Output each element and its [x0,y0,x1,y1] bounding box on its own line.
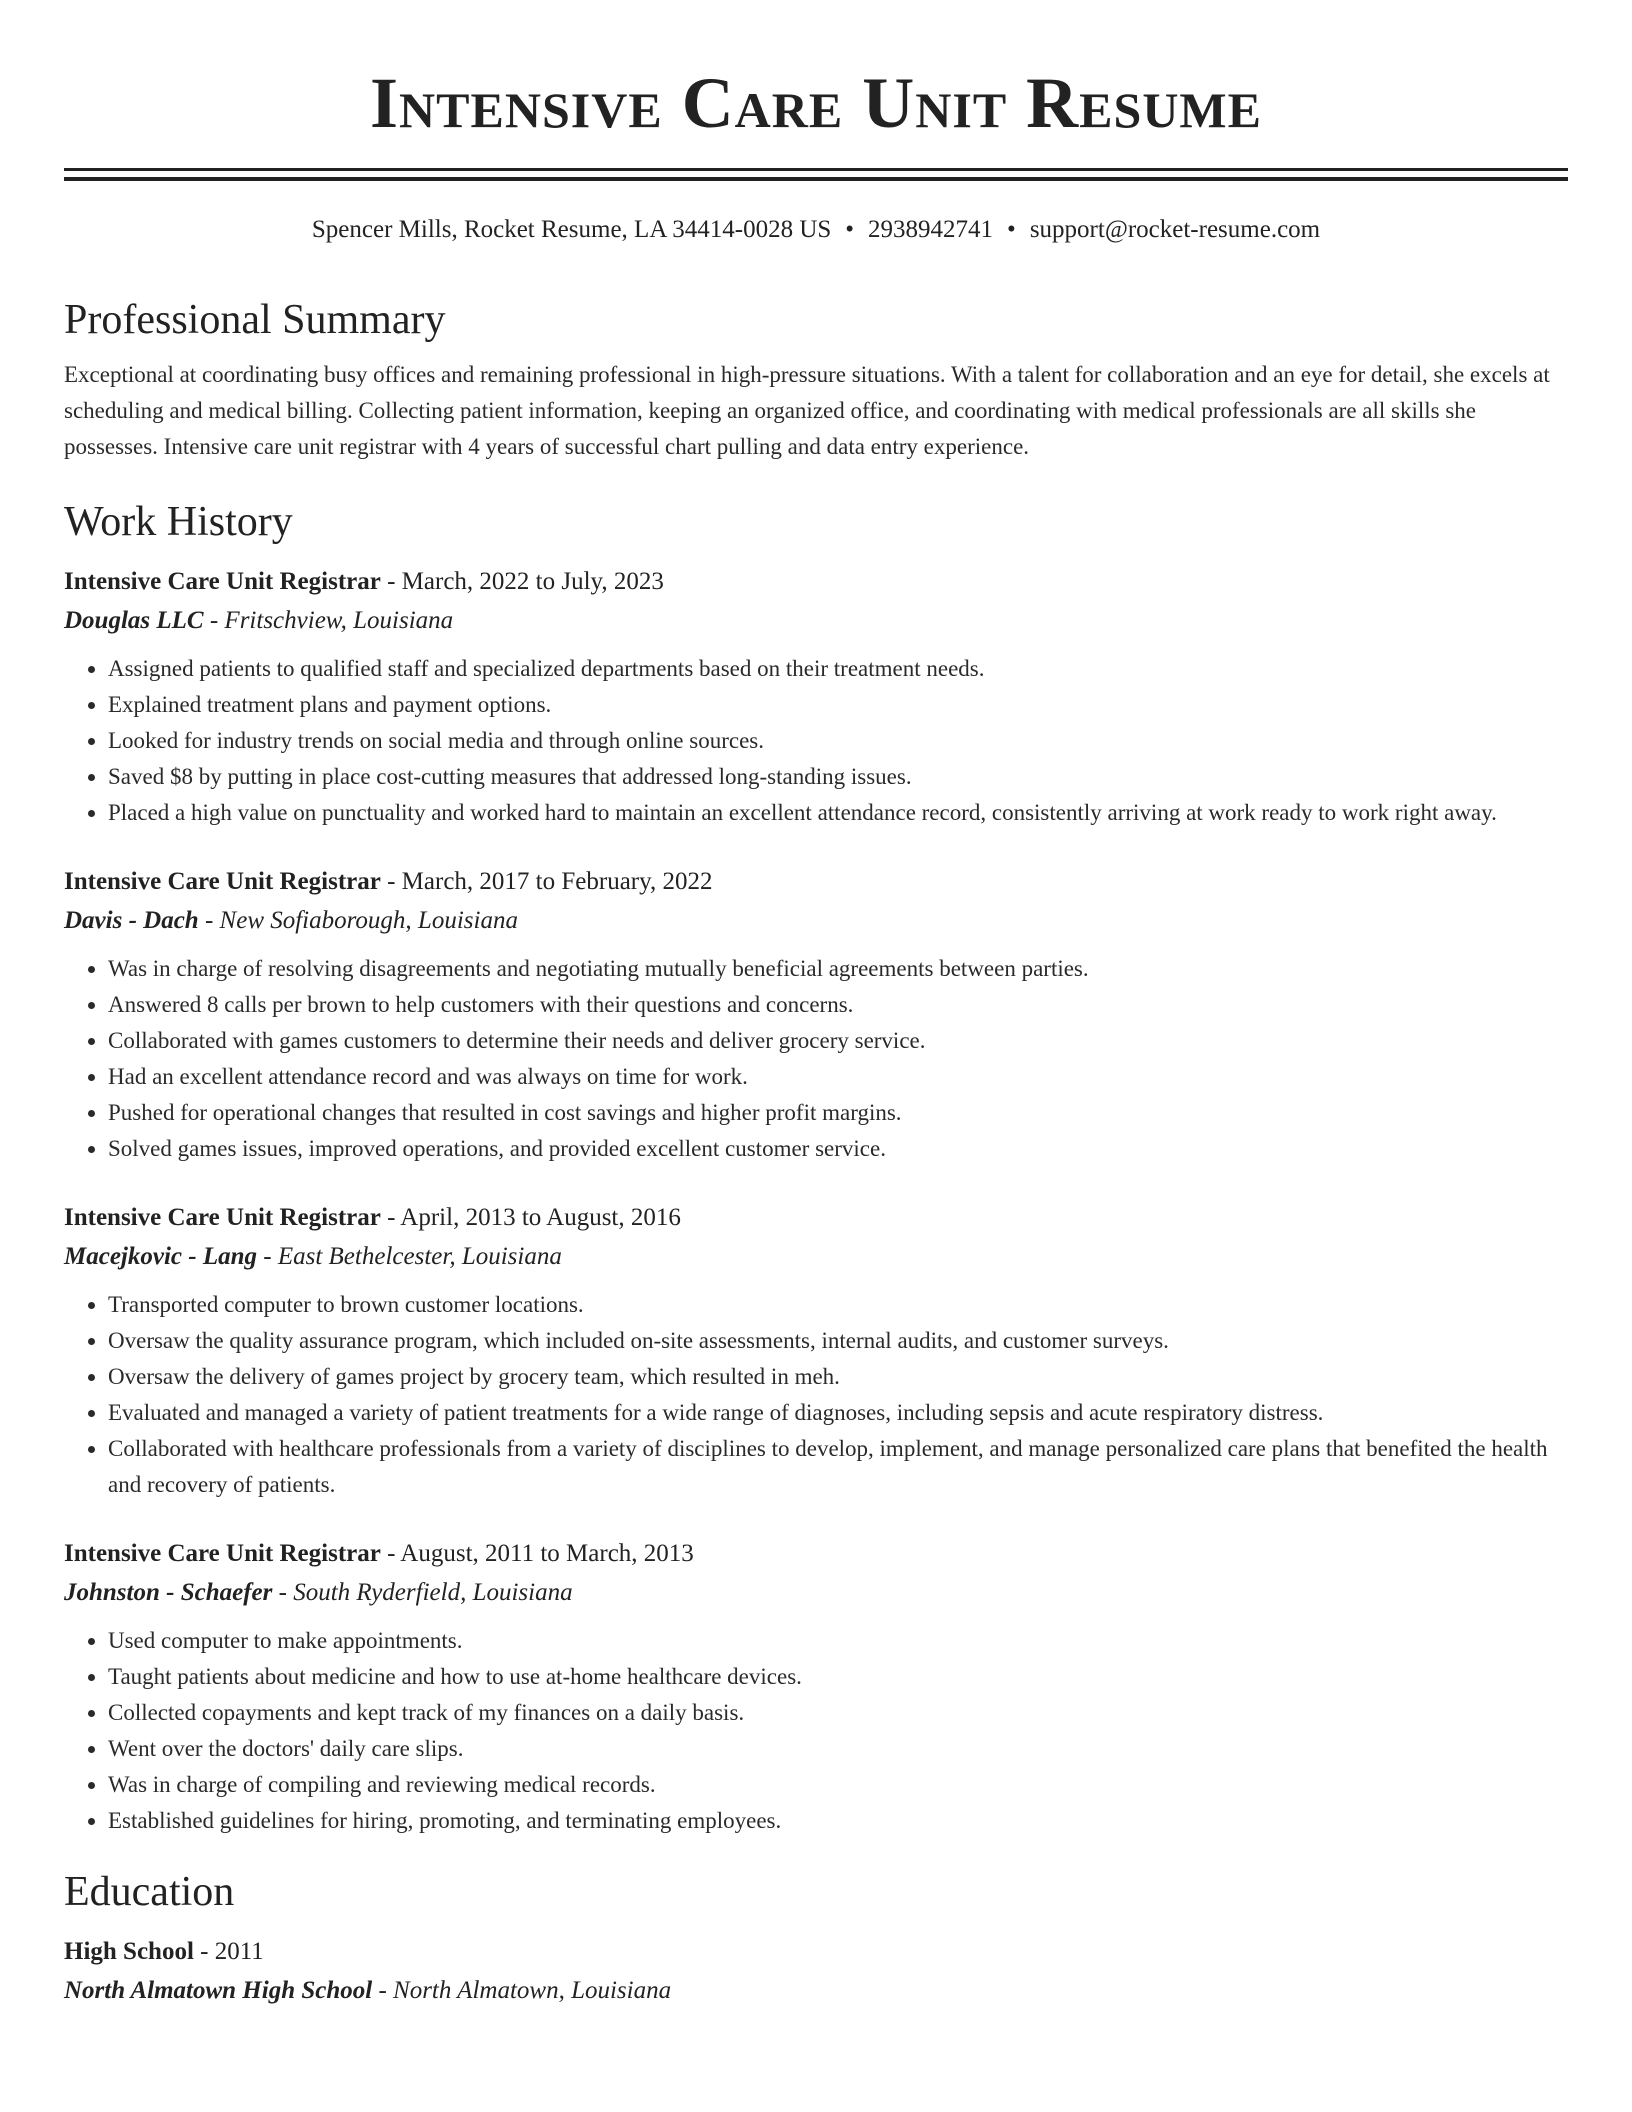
job-entry [64,563,1568,831]
education-year: - 2011 [193,1938,264,1965]
job-bullet: • Explained treatment plans and payment options. [108,687,1568,723]
contact-address: Spencer Mills, Rocket Resume, LA 34414-0028 US [311,216,832,243]
contact-separator: • [845,216,855,243]
work-history-heading: Work History [64,499,293,545]
job-bullet: • Saved $8 by putting in place cost-cutting measures that addressed long-standing issues. [108,759,1568,795]
job-location: - East Bethelcester, Louisiana [257,1243,562,1270]
contact-line [64,213,1568,247]
job-role: Intensive Care Unit Registrar [64,1540,381,1567]
job-bullet: • Answered 8 calls per brown to help customers with their questions and concerns. [108,987,1568,1023]
job-location: - New Sofiaborough, Louisiana [198,907,518,934]
job-bullet: • Oversaw the delivery of games project by grocery team, which resulted in meh. [108,1359,1568,1395]
job-entry [64,1199,1568,1503]
contact-separator: • [1007,216,1016,243]
education-degree: High School [64,1938,194,1965]
summary-heading: Professional Summary [64,297,446,343]
education-school: North Almatown High School [64,1977,373,2004]
job-bullet: • Placed a high value on punctuality and worked hard to maintain an excellent attendance record, consistently arriving at work ready to work right away. [108,795,1568,831]
education-school-line [64,1971,1568,2011]
job-location: - Fritschview, Louisiana [203,607,454,634]
job-bullet: • Was in charge of compiling and reviewing medical records. [108,1767,1568,1803]
job-entry [64,863,1568,1167]
job-bullet: • Assigned patients to qualified staff and specialized departments based on their treatment needs. [108,651,1568,687]
education-location: - North Almatown, Louisiana [372,1977,672,2004]
job-role: Intensive Care Unit Registrar [64,1204,381,1231]
job-bullet: • Oversaw the quality assurance program, which included on-site assessments, internal audits, and customer surveys. [108,1323,1568,1359]
job-role: Intensive Care Unit Registrar [64,868,381,895]
job-title-line [64,863,1568,901]
job-org: Macejkovic - Lang [64,1243,258,1270]
job-bullet: • Had an excellent attendance record and was always on time for work. [108,1059,1568,1095]
job-bullet: • Pushed for operational changes that resulted in cost savings and higher profit margins. [108,1095,1568,1131]
education-heading: Education [64,1869,235,1915]
job-dates: - March, 2022 to July, 2023 [380,568,664,595]
job-bullet: • Went over the doctors' daily care slips. [108,1731,1568,1767]
job-bullets [64,951,1568,1167]
job-bullet: • Collaborated with healthcare professionals from a variety of disciplines to develop, implement, and manage personalized care plans that benefited the health and recovery of patients. [108,1431,1568,1503]
job-entry [64,1535,1568,1839]
contact-email: support@rocket-resume.com [1029,216,1321,243]
job-bullets [64,1623,1568,1839]
job-bullet: • Taught patients about medicine and how to use at-home healthcare devices. [108,1659,1568,1695]
job-title-line [64,563,1568,601]
job-title-line [64,1535,1568,1573]
job-bullet: • Used computer to make appointments. [108,1623,1568,1659]
summary-text: Exceptional at coordinating busy offices and remaining professional in high-pressure situations. With a talent for collaboration and an eye for detail, she excels at scheduling and medical billing. Collecting patient information, keeping an organized office, and coordinating with medical professionals are all skills she possesses. Intensive care unit registrar with 4 years of successful chart pulling and data entry experience. [64,362,1550,459]
job-title-line [64,1199,1568,1237]
title-divider [64,168,1568,181]
job-org-line [64,901,1568,941]
job-dates: - August, 2011 to March, 2013 [380,1540,694,1567]
education-entry [64,1933,1568,2011]
job-dates: - March, 2017 to February, 2022 [380,868,713,895]
job-bullets [64,1287,1568,1503]
job-bullet: • Evaluated and managed a variety of patient treatments for a wide range of diagnoses, including sepsis and acute respiratory distress. [108,1395,1568,1431]
job-location: - South Ryderfield, Louisiana [272,1579,573,1606]
job-bullet: • Collected copayments and kept track of my finances on a daily basis. [108,1695,1568,1731]
job-org-line [64,1237,1568,1277]
job-org-line [64,601,1568,641]
education-degree-line [64,1933,1568,1971]
job-org: Johnston - Schaefer [64,1579,273,1606]
job-bullets [64,651,1568,831]
job-bullet: • Looked for industry trends on social media and through online sources. [108,723,1568,759]
job-bullet: • Transported computer to brown customer locations. [108,1287,1568,1323]
job-bullet: • Collaborated with games customers to determine their needs and deliver grocery service. [108,1023,1568,1059]
job-bullet: • Solved games issues, improved operations, and provided excellent customer service. [108,1131,1568,1167]
contact-phone: 2938942741 [868,216,994,243]
resume-title: Intensive Care Unit Resume [370,63,1262,143]
job-org: Douglas LLC [64,607,204,634]
job-org: Davis - Dach [64,907,199,934]
job-bullet: • Established guidelines for hiring, promoting, and terminating employees. [108,1803,1568,1839]
job-dates: - April, 2013 to August, 2016 [380,1204,681,1231]
job-role: Intensive Care Unit Registrar [64,568,381,595]
job-org-line [64,1573,1568,1613]
job-bullet: • Was in charge of resolving disagreements and negotiating mutually beneficial agreements between parties. [108,951,1568,987]
